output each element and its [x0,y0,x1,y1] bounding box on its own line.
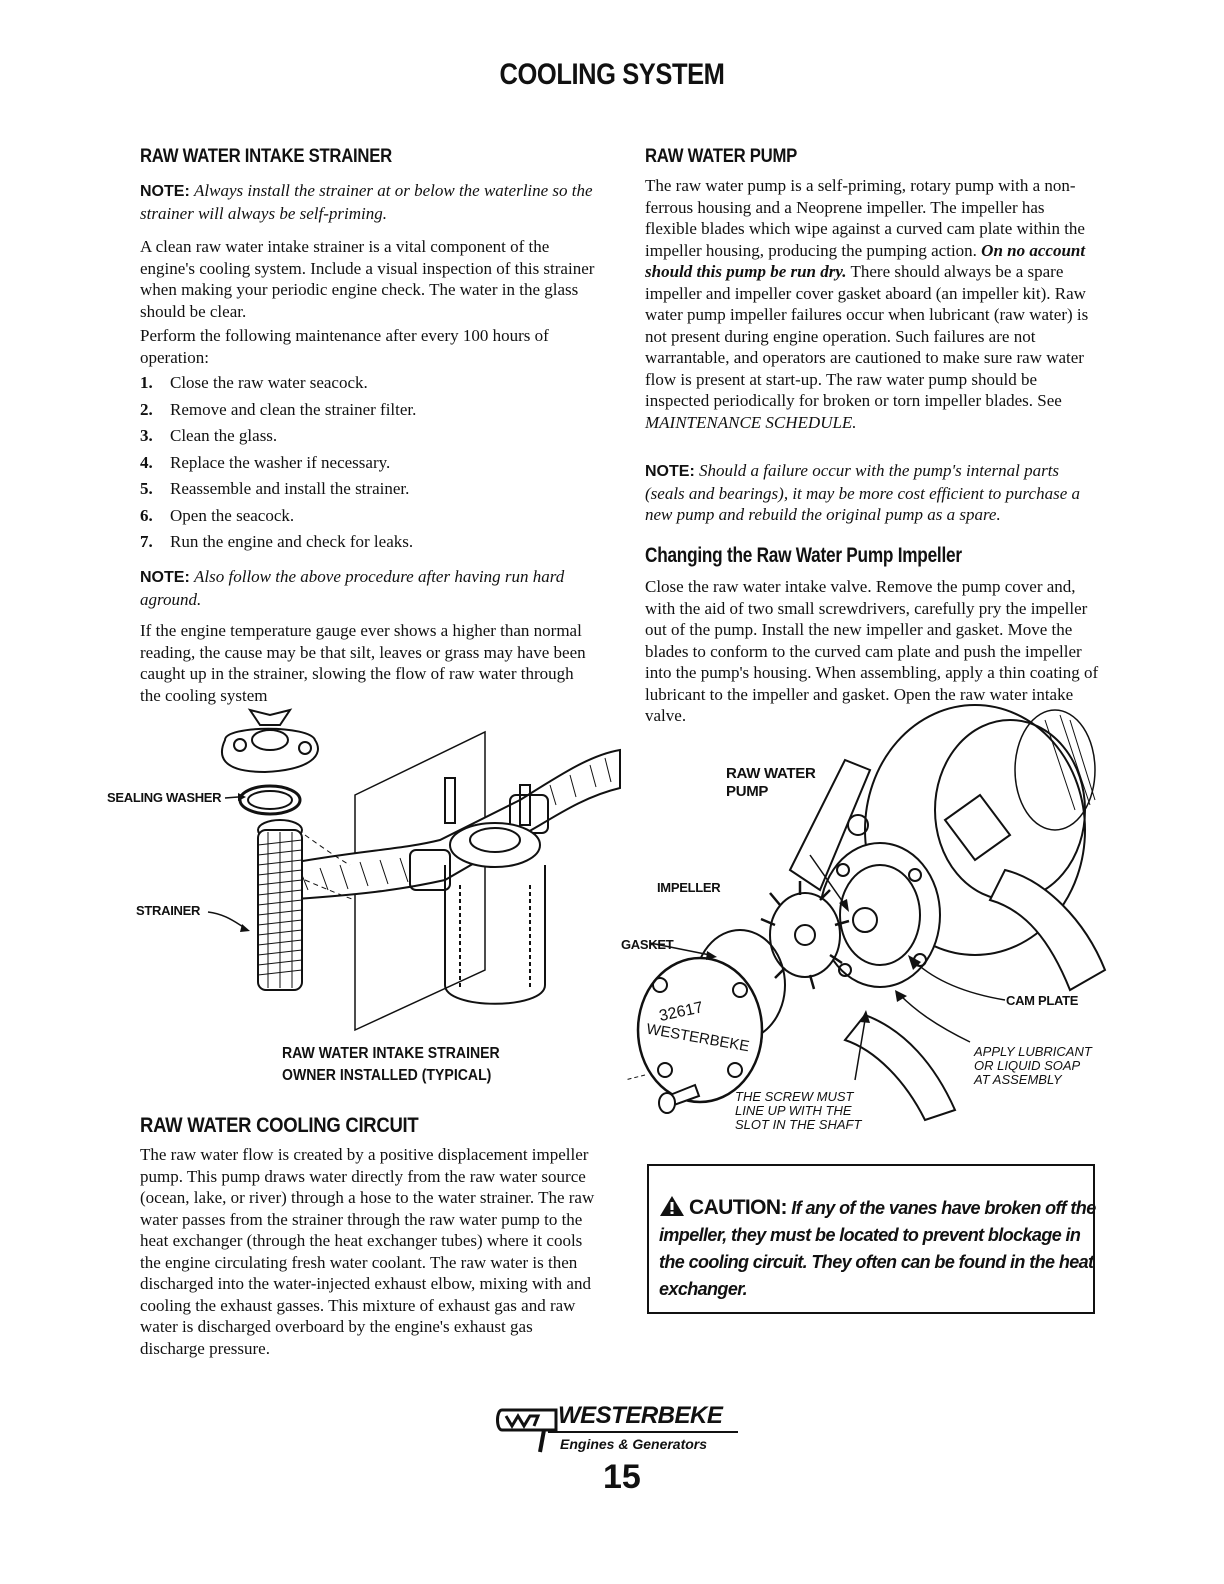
note-label: NOTE: [140,183,190,200]
westerbeke-logo-icon [494,1406,558,1454]
list-item: 6. Open the seacock. [140,505,295,525]
list-item: 5. Reassemble and install the strainer. [140,479,410,498]
cam-plate-label: CAM PLATE [1006,993,1079,1008]
caution-box [647,1164,1095,1314]
footer-brand: WESTERBEKE [558,1402,723,1429]
caution-text: CAUTION: If any of the vanes have broken off the impeller, they must be located to prevent blockage in the cooling circuit. They often can be found in the heat exchanger. [659,1196,1096,1299]
maintenance-steps [140,372,595,558]
sealing-washer-label: SEALING WASHER [107,790,222,805]
list-item: 4. Replace the washer if necessary. [140,452,391,472]
impeller-paragraph: Close the raw water intake valve. Remove the pump cover and, with the aid of two small screwdrivers, carefully pry the impeller out of the pump. Install the new impeller and gasket. Move the blades to conform to the curved cam plate and push the impeller into the pump's housing. When assembling, apply a thin coating of lubricant to the impeller and gasket. Open the raw water intake valve. [645,577,1099,725]
note-text: Always install the strainer at or below the waterline so the strainer will always be self-priming. [140,181,593,223]
strainer-caption: RAW WATER INTAKE STRAINER OWNER INSTALLED (TYPICAL) [282,1045,500,1084]
lubricant-label: APPLY LUBRICANT OR LIQUID SOAP AT ASSEMBLY [974,1044,1092,1087]
strainer-illustration [100,700,630,1040]
strainer-note [140,180,595,224]
strainer-heading: RAW WATER INTAKE STRAINER [140,146,392,167]
strainer-label: STRAINER [136,903,201,918]
list-item: 3. Clean the glass. [140,426,278,445]
list-item: 1. Close the raw water seacock. [140,373,368,392]
raw-water-pump-label: RAW WATER PUMP [726,765,816,800]
caution-label: CAUTION: [689,1196,787,1219]
strainer-paragraph-1: A clean raw water intake strainer is a vital component of the engine's cooling system. Include a visual inspection of this strainer when making your periodic engine check. The water in the glass should be clear. [140,237,595,321]
footer-rule [548,1431,738,1433]
pump-note: NOTE: Should a failure occur with the pump's internal parts (seals and bearings), it may be more cost efficient to purchase a new pump and rebuild the original pump as a spare. [645,461,1080,524]
impeller-label: IMPELLER [657,880,721,895]
impeller-heading: Changing the Raw Water Pump Impeller [645,544,962,567]
warning-icon [659,1195,685,1217]
gasket-label: GASKET [621,937,674,952]
list-item: 7. Run the engine and check for leaks. [140,532,414,551]
strainer-paragraph-2: Perform the following maintenance after every 100 hours of operation: [140,326,549,367]
footer-tagline: Engines & Generators [560,1436,708,1452]
page-title: COOLING SYSTEM [499,58,725,91]
page-number: 15 [603,1458,641,1496]
strainer-note-2: NOTE: Also follow the above procedure after having run hard aground. [140,567,565,609]
strainer-paragraph-3: If the engine temperature gauge ever shows a higher than normal reading, the cause may be that silt, leaves or grass may have been caught up in the strainer, slowing the flow of raw water through the cooling system [140,621,586,705]
plate-number: 32617 [657,999,705,1026]
screw-alignment-label: THE SCREW MUST LINE UP WITH THE SLOT IN THE SHAFT [735,1089,862,1132]
list-item: 2. Remove and clean the strainer filter. [140,399,417,419]
circuit-paragraph: The raw water flow is created by a positive displacement impeller pump. This pump draws water directly from the raw water source (ocean, lake, or river) through a hose to the water strainer. The raw water passes from the strainer through the raw water pump to the heat exchanger (through the heat exchanger tubes) where it cools the engine circulating fresh water coolant. The raw water is then discharged into the water-injected exhaust elbow, mixing with and cooling the exhaust gasses. This mixture of exhaust gas and raw water is discharged overboard by the engine's exhaust gas discharge pressure. [140,1145,595,1358]
pump-heading: RAW WATER PUMP [645,146,798,167]
plate-brand: WESTERBEKE [645,1020,751,1056]
circuit-heading: RAW WATER COOLING CIRCUIT [140,1114,419,1137]
pump-paragraph: The raw water pump is a self-priming, rotary pump with a non-ferrous housing and a Neoprene impeller. The impeller has flexible blades which wipe against a curved cam plate within the impeller housing, producing the pumping action. On no account should this pump be run dry. There should always be a spare impeller and impeller cover gasket aboard (an impeller kit). Raw water pump impeller failures occur when lubricant (raw water) is not present during engine operation. Such failures are not warrantable, and operators are cautioned to make sure raw water flow is present at start-up. The raw water pump should be inspected periodically for broken or torn impeller blades. See MAINTENANCE SCHEDULE. [645,176,1089,432]
